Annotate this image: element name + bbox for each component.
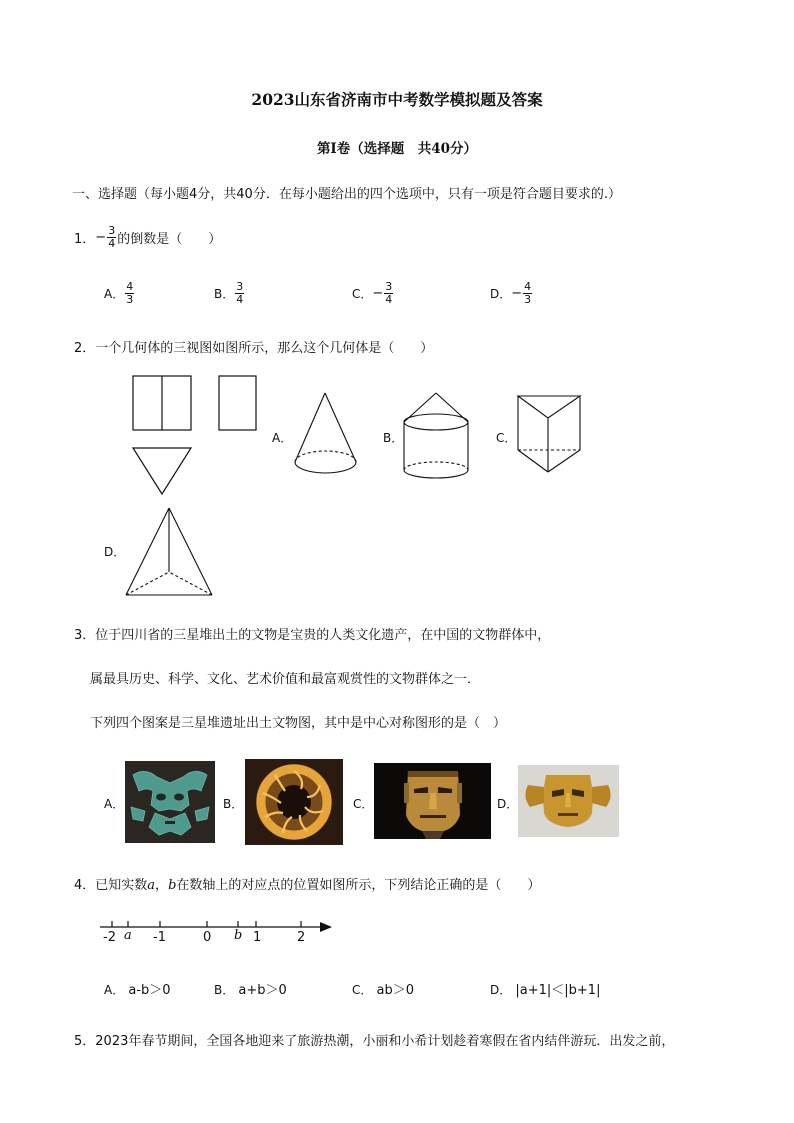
q2-label-a: A． [272, 431, 293, 445]
axis-label-1: 1 [253, 930, 262, 945]
instructions: 一、选择题（每小题4分，共40分．在每小题给出的四个选项中，只有一项是符合题目要求的.） [72, 187, 621, 202]
question-number: 1． [74, 232, 96, 247]
option-label: D． [490, 287, 512, 301]
option-label: D． [490, 983, 512, 997]
q4-option-b [214, 979, 287, 998]
option-text: |a+1|＜|b+1| [515, 983, 601, 998]
option-text: a+b＞0 [238, 983, 287, 998]
question-3-line-2: 属最具历史、科学、文化、艺术价值和最富观赏性的文物群体之一． [90, 672, 481, 687]
axis-label-b: b [234, 928, 243, 943]
option-label: B． [214, 983, 235, 997]
page-title: 2023山东省济南市中考数学模拟题及答案 [251, 90, 543, 109]
option-label: A． [104, 983, 125, 997]
q4-option-c [352, 979, 414, 998]
option-label: B． [214, 287, 235, 301]
axis-label-0: 0 [203, 930, 212, 945]
option-label: A． [104, 287, 125, 301]
axis-label-minus-1: -1 [153, 930, 166, 945]
fraction-denominator: 4 [385, 293, 393, 306]
option-sign: − [511, 286, 523, 301]
option-text: a-b＞0 [128, 983, 171, 998]
q3-label-a: A． [104, 797, 125, 811]
fraction-numerator: 3 [108, 224, 116, 237]
q4-comma: ， [155, 878, 169, 893]
option-label: C． [352, 983, 373, 997]
axis-label-a: a [124, 928, 132, 943]
fraction-numerator: 3 [236, 280, 244, 293]
axis-ticks [112, 921, 301, 927]
q4-option-a [104, 979, 171, 998]
fraction-numerator: 4 [524, 280, 532, 293]
question-text: 的倒数是（ ） [117, 232, 222, 247]
q3-label-b: B． [223, 797, 244, 811]
q4-stem-pre: 4．已知实数 [74, 878, 148, 893]
question-2-stem: 2．一个几何体的三视图如图所示，那么这个几何体是（ ） [74, 341, 434, 356]
q2-label-c: C． [496, 431, 517, 445]
axis-label-minus-2: -2 [103, 930, 116, 945]
section-title: 第Ⅰ卷（选择题 共40分） [316, 141, 478, 157]
question-5-stem: 5．2023年春节期间，全国各地迎来了旅游热潮，小丽和小希计划趁着寒假在省内结伴游玩．出发之前， [74, 1034, 675, 1049]
fraction-numerator: 3 [385, 280, 393, 293]
q2-label-b: B． [383, 431, 404, 445]
fraction-numerator: 4 [126, 280, 134, 293]
fraction-denominator: 3 [524, 293, 532, 306]
option-text: ab＞0 [376, 983, 415, 998]
question-3-line-1: 3．位于四川省的三星堆出土的文物是宝贵的人类文化遗产，在中国的文物群体中， [74, 628, 551, 643]
q4-option-d [490, 979, 600, 998]
axis-arrow [320, 922, 332, 932]
q3-label-c: C． [353, 797, 374, 811]
option-sign: − [372, 286, 384, 301]
q2-label-d: D． [104, 545, 126, 559]
q3-label-d: D． [497, 797, 519, 811]
negative-sign: − [95, 230, 107, 245]
fraction-denominator: 4 [236, 293, 244, 306]
question-3-line-3: 下列四个图案是三星堆遗址出土文物图，其中是中心对称图形的是（ ） [90, 716, 507, 731]
option-label: C． [352, 287, 373, 301]
fraction-denominator: 4 [108, 237, 116, 250]
var-b: b [168, 878, 177, 893]
q4-stem-post: 在数轴上的对应点的位置如图所示，下列结论正确的是（ ） [176, 878, 541, 893]
var-a: a [147, 878, 156, 893]
axis-label-2: 2 [297, 930, 306, 945]
fraction-denominator: 3 [126, 293, 134, 306]
